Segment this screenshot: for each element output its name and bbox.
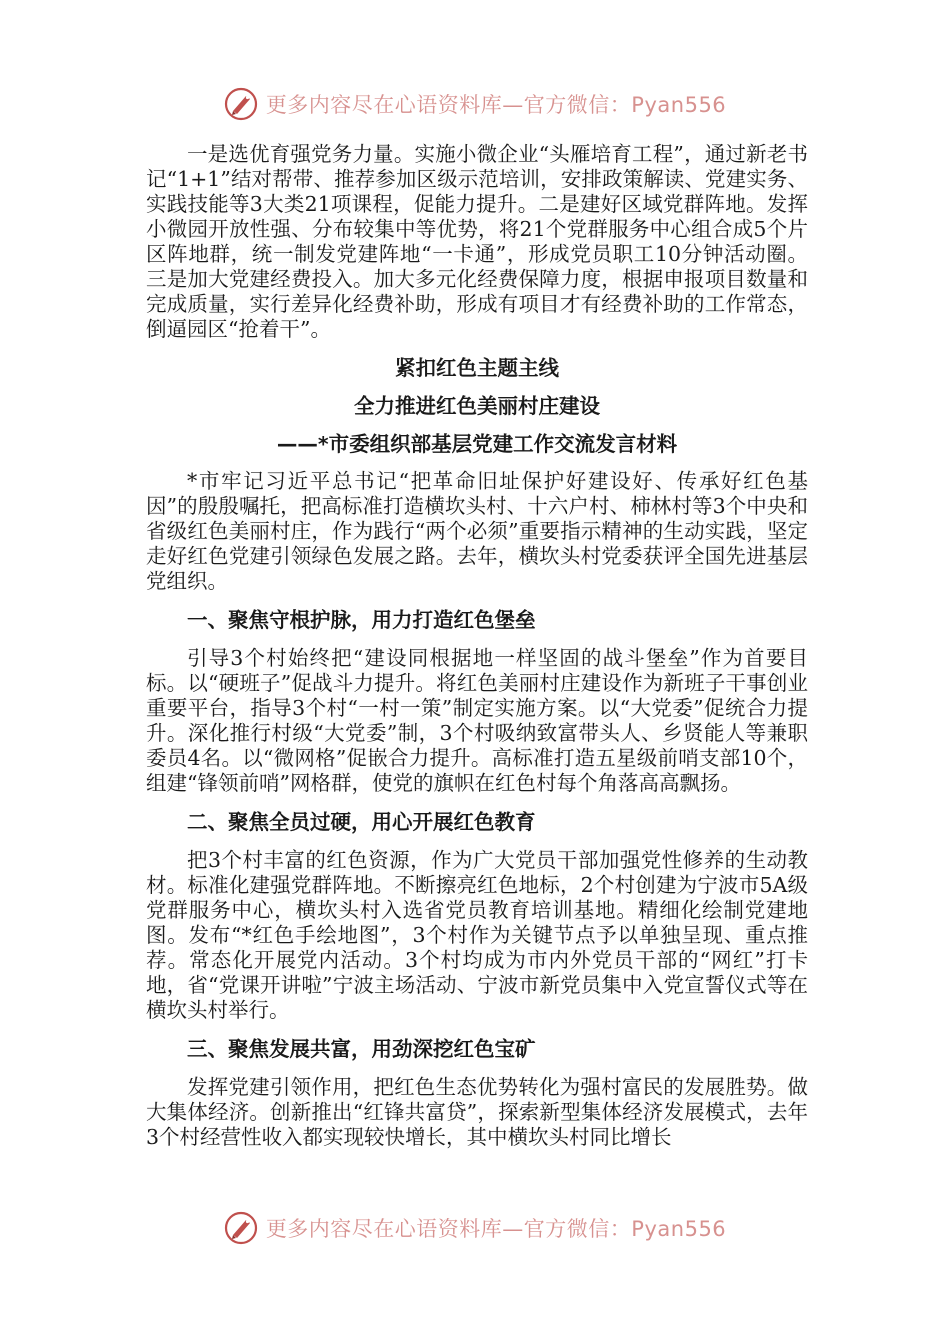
watermark-text: 更多内容尽在心语资料库—官方微信：Pyan556 xyxy=(265,93,727,117)
section-heading-1: 一、聚焦守根护脉，用力打造红色堡垒 xyxy=(187,608,536,632)
pen-nib-logo-icon xyxy=(224,87,258,121)
pen-nib-logo-icon xyxy=(224,1211,258,1245)
section-body-2: 把3个村丰富的红色资源，作为广大党员干部加强党性修养的生动教材。标准化建强党群阵地。不断擦亮红色地标，2个村创建为宁波市5A级党群服务中心，横坎头村入选省党员教育培训基地。精细化绘制党建地图。发布“*红色手绘地图”，3个村作为关键节点予以单独呈现、重点推荐。常态化开展党内活动。3个村均成为市内外党员干部的“网红”打卡地，省“党课开讲啦”宁波主场活动、宁波市新党员集中入党宣誓仪式等在横坎头村举行。 xyxy=(146,848,808,1022)
section-heading-2: 二、聚焦全员过硬，用心开展红色教育 xyxy=(187,810,536,834)
watermark-footer xyxy=(0,1208,950,1248)
section-body-3: 发挥党建引领作用，把红色生态优势转化为强村富民的发展胜势。做大集体经济。创新推出“红锋共富贷”，探索新型集体经济发展模式，去年3个村经营性收入都实现较快增长，其中横坎头村同比增长 xyxy=(146,1075,808,1149)
lead-paragraph: *市牢记习近平总书记“把革命旧址保护好建设好、传承好红色基因”的殷殷嘱托，把高标准打造横坎头村、十六户村、柿林村等3个中央和省级红色美丽村庄，作为践行“两个必须”重要指示精神的生动实践，坚定走好红色党建引领绿色发展之路。去年，横坎头村党委获评全国先进基层党组织。 xyxy=(146,469,808,593)
watermark-text: 更多内容尽在心语资料库—官方微信：Pyan556 xyxy=(265,1217,727,1241)
section-heading-3: 三、聚焦发展共富，用劲深挖红色宝矿 xyxy=(187,1037,536,1061)
doc-title-line-2: 全力推进红色美丽村庄建设 xyxy=(354,394,600,418)
doc-subtitle: ——*市委组织部基层党建工作交流发言材料 xyxy=(276,432,678,456)
watermark-header xyxy=(0,84,950,124)
section-body-1: 引导3个村始终把“建设同根据地一样坚固的战斗堡垒”作为首要目标。以“硬班子”促战斗力提升。将红色美丽村庄建设作为新班子干事创业重要平台，指导3个村“一村一策”制定实施方案。以“大党委”促统合力提升。深化推行村级“大党委”制，3个村吸纳致富带头人、乡贤能人等兼职委员4名。以“微网格”促嵌合力提升。高标准打造五星级前哨支部10个，组建“锋领前哨”网格群，使党的旗帜在红色村每个角落高高飘扬。 xyxy=(146,646,808,795)
document-body xyxy=(146,142,808,1150)
intro-paragraph: 一是选优育强党务力量。实施小微企业“头雁培育工程”，通过新老书记“1+1”结对帮带、推荐参加区级示范培训，安排政策解读、党建实务、实践技能等3大类21项课程，促能力提升。二是建好区域党群阵地。发挥小微园开放性强、分布较集中等优势，将21个党群服务中心组合成5个片区阵地群，统一制发党建阵地“一卡通”，形成党员职工10分钟活动圈。三是加大党建经费投入。加大多元化经费保障力度，根据申报项目数量和完成质量，实行差异化经费补助，形成有项目才有经费补助的工作常态，倒逼园区“抢着干”。 xyxy=(146,142,808,341)
doc-title-line-1: 紧扣红色主题主线 xyxy=(395,356,559,380)
